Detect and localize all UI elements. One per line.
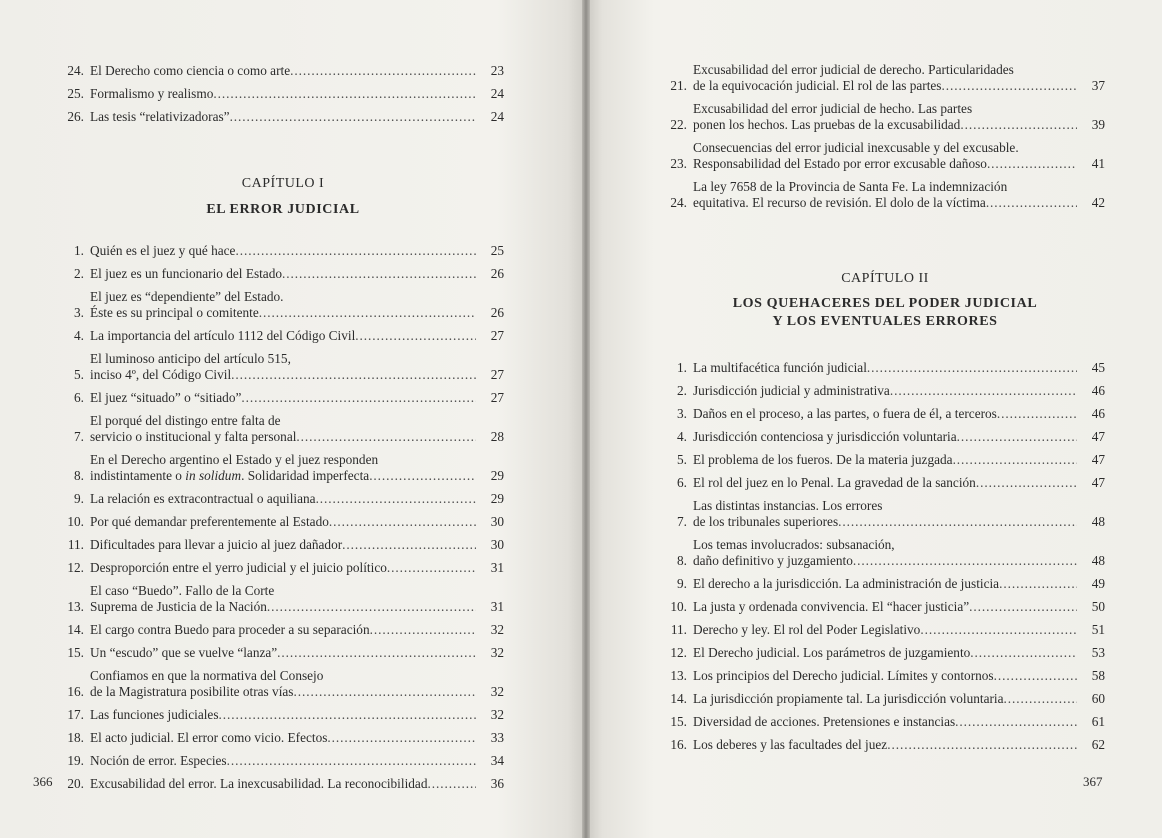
chapter-title-line: LOS QUEHACERES DEL PODER JUDICIAL <box>732 296 1038 311</box>
toc-entry-line: Desproporción entre el yerro judicial y el juicio político <box>90 560 387 575</box>
toc-entry-page: 32 <box>490 707 504 722</box>
dot-leader <box>219 707 477 723</box>
toc-entry-line: La importancia del artículo 1112 del Código Civil <box>90 328 356 343</box>
toc-entry-line: Consecuencias del error judicial inexcusable y del excusable. <box>693 140 1019 155</box>
toc-entry-number: 3. <box>677 406 687 421</box>
toc-entry-number: 7. <box>677 514 687 529</box>
toc-entry-line: de los tribunales superiores <box>693 514 839 529</box>
dot-leader <box>920 622 1077 638</box>
toc-entry-title <box>90 668 476 700</box>
toc-entry <box>62 63 504 79</box>
toc-entry-line: Éste es su principal o comitente <box>90 305 259 320</box>
toc-entry-title <box>90 730 476 746</box>
toc-entry <box>62 753 504 769</box>
toc-entry <box>62 351 504 383</box>
toc-entry <box>665 62 1105 94</box>
toc-entry-line: de la Magistratura posibilite otras vías <box>90 684 294 699</box>
toc-entry-title <box>90 753 476 769</box>
toc-entry-page: 45 <box>1091 360 1105 375</box>
toc-entry-line: Jurisdicción judicial y administrativa <box>693 383 890 398</box>
toc-entry-page: 27 <box>490 328 504 343</box>
toc-entry-line: Quién es el juez y qué hace <box>90 243 236 258</box>
toc-entry-number: 21. <box>670 78 687 93</box>
toc-right-continued <box>665 62 1105 218</box>
page-number: 366 <box>33 774 53 789</box>
toc-entry-page: 47 <box>1091 429 1105 444</box>
toc-entry-page: 53 <box>1091 645 1105 660</box>
toc-chapter-1 <box>62 243 504 799</box>
toc-entry-title <box>90 289 476 321</box>
toc-entry-line: Los deberes y las facultades del juez <box>693 737 888 752</box>
toc-entry-line: El cargo contra Buedo para proceder a su separación <box>90 622 370 637</box>
toc-entry-page: 39 <box>1091 117 1105 132</box>
toc-entry-line: Un “escudo” que se vuelve “lanza” <box>90 645 278 660</box>
toc-entry-page: 51 <box>1091 622 1105 637</box>
toc-entry-page: 49 <box>1091 576 1105 591</box>
toc-entry-page: 58 <box>1091 668 1105 683</box>
dot-leader <box>213 86 476 102</box>
dot-leader <box>316 491 476 507</box>
toc-entry-title <box>693 622 1077 638</box>
dot-leader <box>296 429 476 445</box>
toc-entry-line: Suprema de Justicia de la Nación <box>90 599 267 614</box>
toc-entry-number: 15. <box>67 645 84 660</box>
dot-leader <box>853 553 1077 569</box>
toc-entry-page: 31 <box>490 599 504 614</box>
toc-entry-number: 11. <box>67 537 84 552</box>
toc-entry <box>665 714 1105 730</box>
toc-entry <box>665 599 1105 615</box>
toc-entry-number: 8. <box>74 468 84 483</box>
chapter-title <box>665 295 1105 331</box>
toc-entry-title <box>90 413 476 445</box>
toc-entry-line: Jurisdicción contenciosa y jurisdicción voluntaria <box>693 429 957 444</box>
toc-entry-title <box>693 383 1077 399</box>
toc-entry-number: 5. <box>74 367 84 382</box>
toc-entry-line: Los principios del Derecho judicial. Límites y contornos <box>693 668 994 683</box>
toc-entry <box>665 737 1105 753</box>
toc-entry-line: Formalismo y realismo <box>90 86 214 101</box>
toc-entry-page: 37 <box>1091 78 1105 93</box>
toc-entry <box>62 707 504 723</box>
toc-entry <box>62 583 504 615</box>
dot-leader <box>953 452 1077 468</box>
toc-entry-line: El juez es “dependiente” del Estado. <box>90 289 284 304</box>
toc-entry-title <box>693 452 1077 468</box>
toc-entry-page: 48 <box>1091 553 1105 568</box>
toc-entry <box>62 491 504 507</box>
toc-entry <box>665 101 1105 133</box>
toc-entry-line: La justa y ordenada convivencia. El “hacer justicia” <box>693 599 970 614</box>
dot-leader <box>986 195 1077 211</box>
toc-entry-page: 24 <box>490 109 504 124</box>
dot-leader <box>235 243 476 259</box>
toc-entry-line: El juez es un funcionario del Estado <box>90 266 283 281</box>
toc-entry-title <box>90 351 476 383</box>
toc-entry-line: El juez “situado” o “sitiado” <box>90 390 242 405</box>
toc-entry-title <box>90 776 476 792</box>
toc-entry-number: 1. <box>677 360 687 375</box>
toc-entry-page: 30 <box>490 537 504 552</box>
toc-entry-page: 50 <box>1091 599 1105 614</box>
toc-entry-line: Excusabilidad del error judicial de derecho. Particularidades <box>693 62 1014 77</box>
toc-entry-title <box>693 691 1077 707</box>
toc-entry-number: 12. <box>67 560 84 575</box>
toc-entry <box>665 668 1105 684</box>
toc-entry-number: 11. <box>670 622 687 637</box>
toc-entry-number: 20. <box>67 776 84 791</box>
toc-entry-title <box>90 390 476 406</box>
toc-entry-page: 32 <box>490 622 504 637</box>
toc-entry-number: 4. <box>677 429 687 444</box>
toc-entry-title <box>693 101 1077 133</box>
toc-entry-title <box>90 491 476 507</box>
toc-entry-page: 60 <box>1091 691 1105 706</box>
toc-entry-line: La multifacética función judicial <box>693 360 867 375</box>
toc-entry-title <box>693 576 1077 592</box>
toc-entry <box>665 576 1105 592</box>
dot-leader <box>282 266 476 282</box>
toc-entry-title <box>693 475 1077 491</box>
toc-entry-number: 10. <box>670 599 687 614</box>
toc-entry-line: Las tesis “relativizadoras” <box>90 109 230 124</box>
toc-entry-page: 27 <box>490 390 504 405</box>
toc-entry-line: Responsabilidad del Estado por error excusable dañoso <box>693 156 987 171</box>
dot-leader <box>342 537 476 553</box>
toc-entry-number: 23. <box>670 156 687 171</box>
toc-entry-page: 46 <box>1091 406 1105 421</box>
toc-entry-page: 62 <box>1091 737 1105 752</box>
toc-entry-page: 47 <box>1091 452 1105 467</box>
toc-entry-number: 10. <box>67 514 84 529</box>
toc-entry-line: Las distintas instancias. Los errores <box>693 498 883 513</box>
dot-leader <box>230 109 476 125</box>
toc-entry-line: Daños en el proceso, a las partes, o fuera de él, a terceros <box>693 406 997 421</box>
toc-entry-number: 9. <box>74 491 84 506</box>
toc-entry-number: 25. <box>67 86 84 101</box>
toc-entry-page: 32 <box>490 684 504 699</box>
dot-leader <box>960 117 1077 133</box>
toc-entry-line: La jurisdicción propiamente tal. La jurisdicción voluntaria <box>693 691 1004 706</box>
toc-entry-line: daño definitivo y juzgamiento <box>693 553 853 568</box>
toc-entry-number: 19. <box>67 753 84 768</box>
toc-entry-number: 15. <box>670 714 687 729</box>
toc-entry-number: 12. <box>670 645 687 660</box>
toc-chapter-2 <box>665 360 1105 760</box>
toc-entry-line: El acto judicial. El error como vicio. Efectos <box>90 730 328 745</box>
toc-entry-title <box>693 599 1077 615</box>
toc-entry <box>665 691 1105 707</box>
toc-entry-line: La ley 7658 de la Provincia de Santa Fe. La indemnización <box>693 179 1008 194</box>
toc-left-continued <box>62 63 504 132</box>
toc-entry-page: 26 <box>490 266 504 281</box>
dot-leader <box>997 406 1077 422</box>
dot-leader <box>957 429 1077 445</box>
dot-leader <box>867 360 1077 376</box>
toc-entry-line: Excusabilidad del error. La inexcusabilidad. La reconocibilidad <box>90 776 428 791</box>
toc-entry <box>62 86 504 102</box>
toc-entry-title <box>693 429 1077 445</box>
toc-entry-title <box>90 243 476 259</box>
toc-entry <box>665 140 1105 172</box>
toc-entry-line: Confiamos en que la normativa del Consejo <box>90 668 324 683</box>
toc-entry-title <box>693 179 1077 211</box>
toc-entry-number: 14. <box>67 622 84 637</box>
toc-entry-number: 6. <box>677 475 687 490</box>
toc-entry-page: 46 <box>1091 383 1105 398</box>
toc-entry-line: El Derecho como ciencia o como arte <box>90 63 291 78</box>
toc-entry-number: 18. <box>67 730 84 745</box>
toc-entry-number: 1. <box>74 243 84 258</box>
toc-entry <box>665 383 1105 399</box>
dot-leader <box>259 305 476 321</box>
toc-entry-page: 41 <box>1091 156 1105 171</box>
toc-entry-page: 48 <box>1091 514 1105 529</box>
toc-entry-number: 6. <box>74 390 84 405</box>
toc-entry-title <box>693 62 1077 94</box>
toc-entry <box>62 668 504 700</box>
dot-leader <box>955 714 1077 730</box>
toc-entry-line: equitativa. El recurso de revisión. El dolo de la víctima <box>693 195 986 210</box>
toc-entry <box>62 537 504 553</box>
toc-entry-line: Las funciones judiciales <box>90 707 219 722</box>
dot-leader <box>370 622 476 638</box>
toc-entry <box>665 429 1105 445</box>
toc-entry-title <box>693 714 1077 730</box>
toc-entry-number: 22. <box>670 117 687 132</box>
dot-leader <box>329 514 476 530</box>
toc-entry-title <box>693 360 1077 376</box>
toc-entry <box>62 243 504 259</box>
dot-leader <box>1004 691 1077 707</box>
toc-entry-page: 28 <box>490 429 504 444</box>
toc-entry-page: 29 <box>490 468 504 483</box>
dot-leader <box>290 63 476 79</box>
dot-leader <box>241 390 476 406</box>
dot-leader <box>267 599 476 615</box>
toc-entry <box>665 452 1105 468</box>
toc-entry-line: Excusabilidad del error judicial de hecho. Las partes <box>693 101 973 116</box>
dot-leader <box>890 383 1077 399</box>
toc-entry <box>665 498 1105 530</box>
toc-entry <box>665 360 1105 376</box>
toc-entry-page: 32 <box>490 645 504 660</box>
toc-entry <box>665 645 1105 661</box>
toc-entry <box>62 730 504 746</box>
toc-entry <box>62 560 504 576</box>
toc-entry-line: El Derecho judicial. Los parámetros de juzgamiento <box>693 645 971 660</box>
toc-entry-page: 61 <box>1091 714 1105 729</box>
toc-entry <box>62 514 504 530</box>
toc-entry-title <box>693 498 1077 530</box>
toc-entry <box>62 776 504 792</box>
toc-entry-title <box>90 328 476 344</box>
toc-entry-number: 3. <box>74 305 84 320</box>
toc-entry-line: Dificultades para llevar a juicio al juez dañador <box>90 537 343 552</box>
dot-leader <box>942 78 1078 94</box>
toc-entry <box>665 537 1105 569</box>
toc-entry-number: 2. <box>74 266 84 281</box>
toc-entry-title <box>90 63 476 79</box>
toc-entry-number: 2. <box>677 383 687 398</box>
dot-leader <box>369 468 476 484</box>
toc-entry-title <box>90 86 476 102</box>
toc-entry <box>665 406 1105 422</box>
toc-entry-page: 30 <box>490 514 504 529</box>
toc-entry-number: 7. <box>74 429 84 444</box>
toc-entry-title <box>693 537 1077 569</box>
chapter-label: CAPÍTULO II <box>841 271 929 286</box>
toc-entry-number: 24. <box>670 195 687 210</box>
toc-entry-title <box>693 668 1077 684</box>
toc-entry-page: 27 <box>490 367 504 382</box>
toc-entry-line: de la equivocación judicial. El rol de las partes <box>693 78 942 93</box>
toc-entry-title <box>90 707 476 723</box>
toc-entry-number: 16. <box>670 737 687 752</box>
toc-entry <box>665 622 1105 638</box>
toc-entry-page: 29 <box>490 491 504 506</box>
toc-entry-title <box>90 537 476 553</box>
dot-leader <box>987 156 1077 172</box>
toc-entry <box>62 390 504 406</box>
dot-leader <box>355 328 476 344</box>
dot-leader <box>327 730 476 746</box>
toc-entry-line: servicio o institucional y falta personal <box>90 429 297 444</box>
dot-leader <box>999 576 1077 592</box>
book-gutter <box>582 0 590 838</box>
toc-entry-page: 24 <box>490 86 504 101</box>
toc-entry-line: Noción de error. Especies <box>90 753 227 768</box>
toc-entry-number: 5. <box>677 452 687 467</box>
toc-entry-title <box>693 645 1077 661</box>
toc-entry-line: En el Derecho argentino el Estado y el juez responden <box>90 452 379 467</box>
chapter-title-line: Y LOS EVENTUALES ERRORES <box>772 314 998 329</box>
toc-entry-line: Por qué demandar preferentemente al Estado <box>90 514 329 529</box>
toc-entry-page: 36 <box>490 776 504 791</box>
toc-entry-title <box>90 266 476 282</box>
toc-entry-line: Los temas involucrados: subsanación, <box>693 537 895 552</box>
toc-entry-title <box>90 622 476 638</box>
toc-entry-line: El derecho a la jurisdicción. La administración de justicia <box>693 576 1000 591</box>
toc-entry <box>665 475 1105 491</box>
toc-entry-page: 42 <box>1091 195 1105 210</box>
dot-leader <box>838 514 1077 530</box>
toc-entry-title <box>90 583 476 615</box>
dot-leader <box>887 737 1077 753</box>
dot-leader <box>427 776 476 792</box>
toc-entry-title <box>90 109 476 125</box>
dot-leader <box>970 645 1077 661</box>
toc-entry-number: 13. <box>670 668 687 683</box>
toc-entry-title <box>90 560 476 576</box>
toc-entry-title <box>693 406 1077 422</box>
toc-entry-title <box>90 645 476 661</box>
dot-leader <box>293 684 476 700</box>
dot-leader <box>277 645 476 661</box>
toc-entry <box>62 289 504 321</box>
toc-entry <box>62 452 504 484</box>
toc-entry <box>62 413 504 445</box>
toc-entry-number: 14. <box>670 691 687 706</box>
toc-entry-number: 24. <box>67 63 84 78</box>
toc-entry-line: inciso 4º, del Código Civil <box>90 367 232 382</box>
dot-leader <box>227 753 476 769</box>
toc-entry <box>62 109 504 125</box>
toc-entry-line: Derecho y ley. El rol del Poder Legislativo <box>693 622 921 637</box>
toc-entry-page: 26 <box>490 305 504 320</box>
toc-entry-number: 17. <box>67 707 84 722</box>
page-number: 367 <box>1083 774 1103 789</box>
dot-leader <box>994 668 1077 684</box>
chapter-title: EL ERROR JUDICIAL <box>206 202 360 217</box>
toc-entry-page: 47 <box>1091 475 1105 490</box>
toc-entry-number: 26. <box>67 109 84 124</box>
dot-leader <box>231 367 476 383</box>
toc-entry-line: El problema de los fueros. De la materia juzgada <box>693 452 953 467</box>
toc-entry-number: 9. <box>677 576 687 591</box>
toc-entry-line: El luminoso anticipo del artículo 515, <box>90 351 291 366</box>
toc-entry-page: 25 <box>490 243 504 258</box>
chapter-label: CAPÍTULO I <box>241 176 325 191</box>
toc-entry-title <box>90 514 476 530</box>
toc-entry-page: 34 <box>490 753 504 768</box>
toc-entry-title <box>90 452 476 484</box>
toc-entry-line: El caso “Buedo”. Fallo de la Corte <box>90 583 275 598</box>
toc-entry-number: 8. <box>677 553 687 568</box>
toc-entry-title <box>693 737 1077 753</box>
dot-leader <box>387 560 476 576</box>
dot-leader <box>976 475 1077 491</box>
dot-leader <box>969 599 1077 615</box>
toc-entry-title <box>693 140 1077 172</box>
toc-entry-line: Diversidad de acciones. Pretensiones e instancias <box>693 714 956 729</box>
toc-entry-page: 33 <box>490 730 504 745</box>
toc-entry <box>62 328 504 344</box>
toc-entry <box>62 622 504 638</box>
toc-entry <box>62 266 504 282</box>
toc-entry <box>665 179 1105 211</box>
toc-entry-line: La relación es extracontractual o aquiliana <box>90 491 316 506</box>
toc-entry-number: 16. <box>67 684 84 699</box>
toc-entry <box>62 645 504 661</box>
toc-entry-line: ponen los hechos. Las pruebas de la excusabilidad <box>693 117 961 132</box>
toc-entry-page: 23 <box>490 63 504 78</box>
toc-entry-line: El rol del juez en lo Penal. La gravedad de la sanción <box>693 475 976 490</box>
toc-entry-number: 4. <box>74 328 84 343</box>
toc-entry-line: indistintamente o in solidum. Solidaridad imperfecta <box>90 468 370 483</box>
toc-entry-page: 31 <box>490 560 504 575</box>
toc-entry-line: El porqué del distingo entre falta de <box>90 413 281 428</box>
toc-entry-number: 13. <box>67 599 84 614</box>
